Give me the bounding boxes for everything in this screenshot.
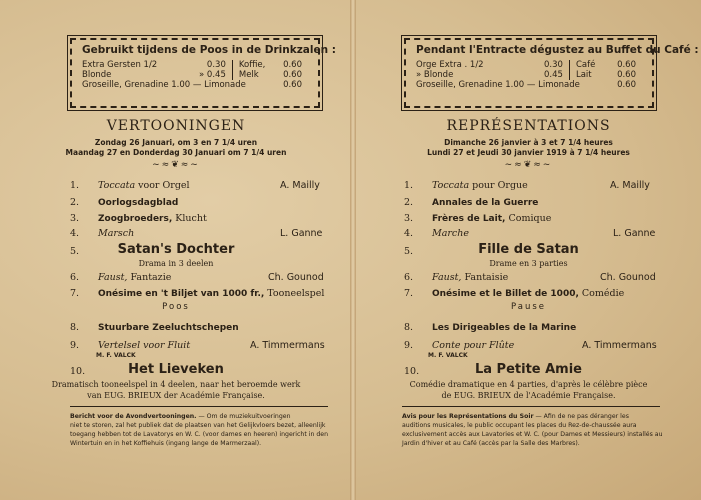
intermission-label: Poos bbox=[162, 302, 190, 312]
price-box-title: Pendant l'Entracte dégustez au Buffet du Café : bbox=[416, 44, 699, 56]
footer-line: Wintertuin en in het Koffiehuis (ingang lange de Marmerzaal). bbox=[70, 440, 262, 447]
price-table bbox=[416, 60, 642, 90]
item-title: Oorlogsdagblad bbox=[98, 198, 179, 208]
feature-title: Fille de Satan bbox=[478, 242, 579, 257]
item-title: Stuurbare Zeeluchtschepen bbox=[98, 323, 239, 333]
program-item bbox=[404, 228, 469, 239]
feature-subtitle: Drama in 3 deelen bbox=[138, 259, 214, 268]
price-item: Extra Gersten 1/2 bbox=[82, 60, 158, 70]
ornament-divider: ~≈❦≈~ bbox=[504, 160, 553, 170]
item-title: Zoogbroeders, bbox=[98, 214, 173, 224]
price-item: Lait bbox=[569, 70, 612, 80]
item-number: 2. bbox=[404, 197, 414, 208]
item-desc: voor Orgel bbox=[135, 180, 190, 191]
right-page-french bbox=[356, 0, 701, 500]
item-title: Marsch bbox=[98, 228, 135, 239]
item-number: 8. bbox=[70, 322, 80, 333]
item-title: Frères de Lait, bbox=[432, 214, 506, 224]
footer-rule bbox=[70, 406, 328, 407]
item-author: Ch. Gounod bbox=[268, 272, 324, 283]
price-value: 0.60 bbox=[617, 80, 636, 90]
item-title: Annales de la Guerre bbox=[432, 198, 539, 208]
program-item bbox=[404, 322, 576, 333]
drinks-price-box bbox=[70, 38, 336, 108]
price-row bbox=[416, 70, 642, 80]
item-desc: Klucht bbox=[172, 213, 207, 224]
drinks-price-box bbox=[404, 38, 699, 108]
program-item bbox=[404, 272, 508, 283]
price-item: » Blonde bbox=[416, 70, 454, 80]
item-title: Conte pour Flûte bbox=[432, 340, 515, 351]
footer-line: auditions musicales, le public occupant les places du Rez-de-chaussée aura bbox=[402, 422, 637, 429]
feature-title: Satan's Dochter bbox=[117, 242, 235, 257]
item-number: 1. bbox=[70, 180, 80, 191]
item-number: 8. bbox=[404, 322, 414, 333]
price-item: Café bbox=[569, 60, 612, 70]
schedule-line: Maandag 27 en Donderdag 30 Januari om 7 1/4 uren bbox=[65, 148, 287, 157]
program-item bbox=[404, 340, 514, 351]
intermission-label: Pause bbox=[511, 302, 546, 312]
item-author: A. Timmermans bbox=[582, 340, 657, 351]
price-item: Blonde bbox=[82, 70, 112, 80]
program-item bbox=[70, 213, 207, 224]
price-box-title: Gebruikt tijdens de Poos in de Drinkzalen : bbox=[82, 44, 336, 56]
price-item: Groseille, Grenadine 1.00 — Limonade bbox=[82, 80, 246, 90]
footer-line: Jardin d'hiver et au Café (accès par la Salle des Marbres). bbox=[402, 440, 580, 447]
item-title: Onésime en 't Biljet van 1000 fr., bbox=[98, 289, 265, 299]
price-row bbox=[416, 60, 642, 70]
price-value: 0.45 bbox=[544, 70, 563, 80]
item-author: A. Mailly bbox=[610, 180, 650, 191]
item-number: 4. bbox=[404, 228, 414, 239]
program-item bbox=[404, 180, 528, 191]
item-desc: Tooneelspel bbox=[264, 288, 325, 299]
feature-subtitle: Comédie dramatique en 4 parties, d'après le célèbre pièce bbox=[409, 380, 648, 389]
item-number: 7. bbox=[404, 288, 414, 299]
price-row bbox=[82, 60, 308, 70]
item-title: Toccata bbox=[432, 180, 470, 191]
performer-name: M. F. VALCK bbox=[96, 352, 136, 359]
price-value: 0.30 bbox=[206, 60, 226, 70]
schedule-line: Lundi 27 et Jeudi 30 janvier 1919 à 7 1/4 heures bbox=[427, 148, 630, 157]
item-title: Les Dirigeables de la Marine bbox=[432, 323, 577, 333]
program-heading: VERTOONINGEN bbox=[106, 118, 246, 134]
price-value: 0.30 bbox=[544, 60, 563, 70]
feature-subtitle: Dramatisch tooneelspel in 4 deelen, naar het beroemde werk bbox=[51, 380, 301, 389]
program-item bbox=[70, 228, 134, 239]
item-number: 3. bbox=[70, 213, 80, 224]
program-heading: REPRÉSENTATIONS bbox=[446, 118, 611, 134]
item-number: 9. bbox=[404, 340, 414, 351]
footer-notice bbox=[402, 412, 664, 448]
feature-title: Het Lieveken bbox=[128, 362, 224, 377]
item-author: A. Timmermans bbox=[250, 340, 325, 351]
item-author: L. Ganne bbox=[613, 228, 656, 239]
price-row bbox=[82, 70, 308, 80]
schedule-line: Zondag 26 Januari, om 3 en 7 1/4 uren bbox=[94, 138, 258, 147]
item-number: 5. bbox=[404, 246, 414, 257]
price-value: 0.60 bbox=[283, 60, 302, 70]
price-row bbox=[82, 80, 308, 90]
price-item: Koffie, bbox=[232, 60, 278, 70]
schedule-line: Dimanche 26 janvier à 3 et 7 1/4 heures bbox=[444, 138, 613, 147]
item-author: Ch. Gounod bbox=[600, 272, 656, 283]
item-number: 9. bbox=[70, 340, 80, 351]
ornament-divider: ~≈❦≈~ bbox=[152, 160, 200, 170]
footer-line: — Afin de ne pas déranger les bbox=[533, 413, 629, 420]
item-number: 4. bbox=[70, 228, 80, 239]
item-number: 6. bbox=[404, 272, 414, 283]
item-number: 10. bbox=[404, 366, 420, 377]
item-number: 5. bbox=[70, 246, 80, 257]
item-number: 3. bbox=[404, 213, 414, 224]
item-title: Onésime et le Billet de 1000, bbox=[432, 289, 579, 299]
item-number: 1. bbox=[404, 180, 414, 191]
performer-name: M. F. VALCK bbox=[428, 352, 468, 359]
item-desc: Fantazie bbox=[127, 272, 172, 283]
feature-title: La Petite Amie bbox=[474, 362, 583, 377]
program-item bbox=[70, 340, 190, 351]
item-author: L. Ganne bbox=[280, 228, 323, 239]
item-desc: Comédie bbox=[578, 288, 625, 299]
item-number: 10. bbox=[70, 366, 86, 377]
price-table bbox=[82, 60, 308, 90]
item-title: Faust, bbox=[98, 272, 128, 283]
price-value: 0.60 bbox=[283, 80, 302, 90]
feature-subtitle: Drame en 3 parties bbox=[489, 259, 568, 268]
item-number: 2. bbox=[70, 197, 80, 208]
program-item bbox=[70, 180, 190, 191]
item-title: Marche bbox=[432, 228, 469, 239]
program-item bbox=[404, 288, 624, 299]
item-number: 7. bbox=[70, 288, 80, 299]
footer-notice bbox=[70, 412, 332, 448]
feature-subtitle: van EUG. BRIEUX der Académie Française. bbox=[87, 391, 265, 400]
footer-line: exclusivement accès aux Lavatories et W. C. (pour Dames et Messieurs) installés au bbox=[402, 431, 663, 438]
price-item: Melk bbox=[232, 70, 278, 80]
price-value: » 0.45 bbox=[199, 70, 226, 80]
price-item: Orge Extra . 1/2 bbox=[416, 60, 484, 70]
item-title: Faust, bbox=[432, 272, 462, 283]
item-title: Toccata bbox=[98, 180, 136, 191]
price-value: 0.60 bbox=[617, 60, 636, 70]
feature-subtitle: de EUG. BRIEUX de l'Académie Française. bbox=[441, 391, 616, 400]
program-item bbox=[70, 272, 171, 283]
program-item bbox=[70, 288, 324, 299]
item-desc: Fantaisie bbox=[461, 272, 509, 283]
footer-rule bbox=[402, 406, 660, 407]
price-value: 0.60 bbox=[283, 70, 302, 80]
item-number: 6. bbox=[70, 272, 80, 283]
footer-line: — Om de muziekuitvoeringen bbox=[196, 413, 291, 420]
price-value: 0.60 bbox=[617, 70, 636, 80]
price-row bbox=[416, 80, 642, 90]
program-item bbox=[70, 197, 178, 208]
item-author: A. Mailly bbox=[280, 180, 320, 191]
footer-line: toegang hebben tot de Lavatorys en W. C. (voor dames en heeren) ingericht in den bbox=[70, 431, 328, 438]
program-item bbox=[404, 213, 551, 224]
footer-notice-heading: Avis pour les Représentations du Soir bbox=[402, 413, 534, 420]
program-item bbox=[70, 322, 239, 333]
footer-notice-heading: Bericht voor de Avondvertooningen. bbox=[70, 413, 197, 420]
item-desc: pour Orgue bbox=[469, 180, 528, 191]
footer-line: niet te storen, zal het publiek dat de plaatsen van het Gelijkvloers bezet, alleenlijk bbox=[70, 422, 326, 429]
item-title: Vertelsel voor Fluit bbox=[98, 340, 191, 351]
price-item: Groseille, Grenadine 1.00 — Limonade bbox=[416, 80, 580, 90]
item-desc: Comique bbox=[505, 213, 552, 224]
program-item bbox=[404, 197, 538, 208]
